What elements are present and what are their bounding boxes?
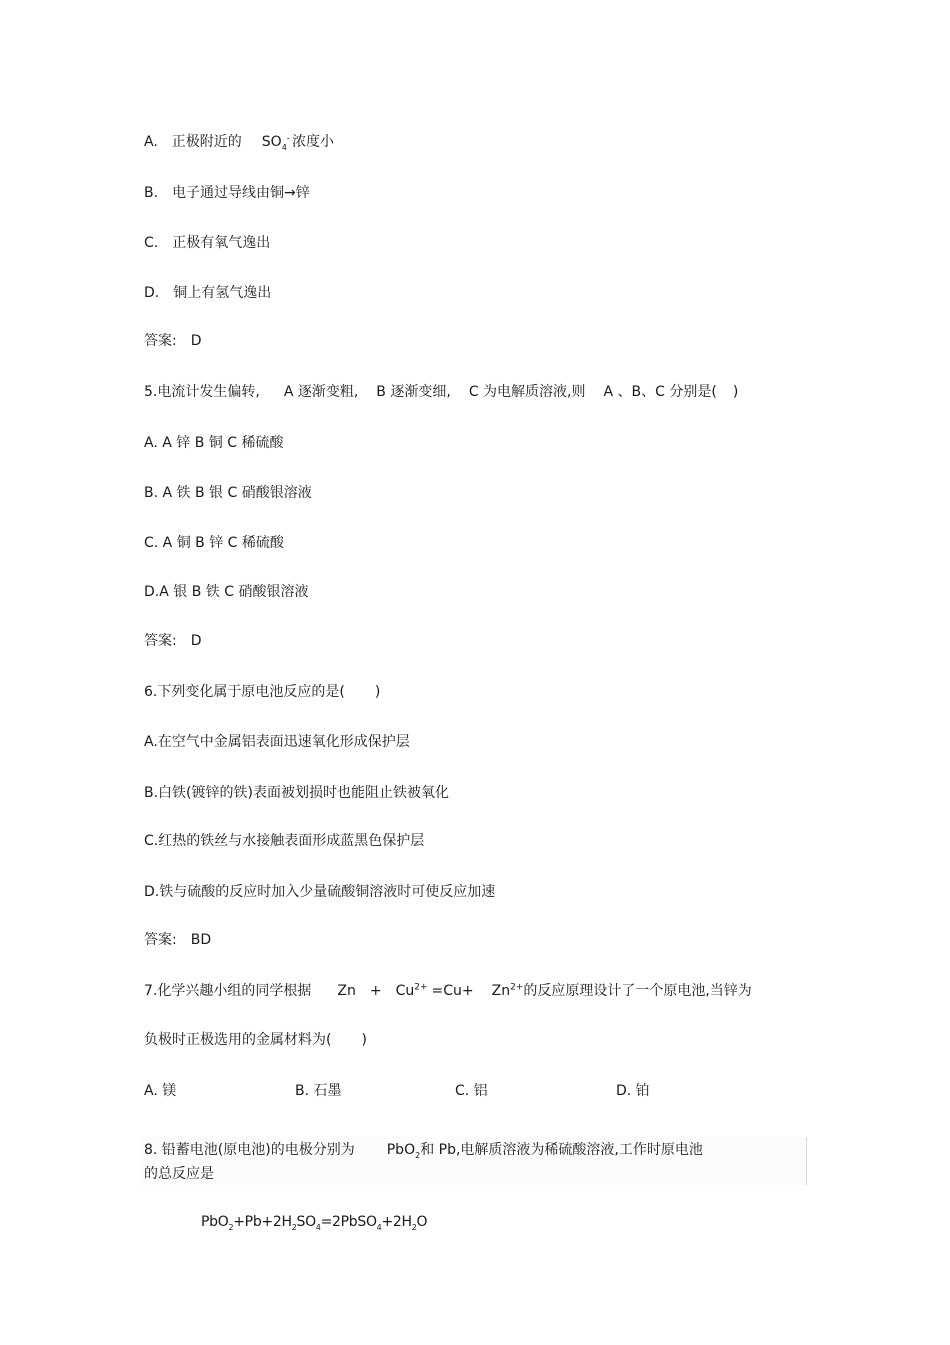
q6-answer <box>144 931 211 949</box>
q4-option-d <box>144 284 271 302</box>
q7-option-b: B. 石墨 <box>295 1083 342 1099</box>
q7-stem-part: 7.化学兴趣小组的同学根据 <box>144 983 312 999</box>
option-text: 电子通过导线由铜→锌 <box>172 185 310 201</box>
answer-label: 答案: <box>144 333 177 349</box>
q7-stem-line1 <box>144 982 752 1000</box>
charge-2plus: 2+ <box>414 982 428 993</box>
q5-stem-part: B 逐渐变细, <box>376 384 451 400</box>
q5-stem-part: ) <box>732 384 739 400</box>
q4-answer <box>144 332 202 350</box>
answer-value: BD <box>190 932 212 948</box>
eq-subscript: 2 <box>291 1222 297 1232</box>
q5-answer <box>144 632 202 650</box>
q7-stem-part: 的反应原理设计了一个原电池,当锌为 <box>523 983 752 999</box>
plus-sign: + <box>369 983 382 999</box>
formula-subscript: 4 <box>281 142 287 152</box>
q5-stem-part: A 逐渐变粗, <box>283 384 359 400</box>
formula-subscript: 2 <box>415 1150 421 1160</box>
option-text: 铜上有氢气逸出 <box>173 285 272 301</box>
option-text: 正极附近的 <box>171 134 242 150</box>
eq-part: PbO <box>201 1214 229 1230</box>
answer-value: D <box>190 633 202 649</box>
q7-stem-line2 <box>144 1031 367 1049</box>
formula-zn: Zn <box>491 983 511 999</box>
q6-stem <box>144 683 380 701</box>
charge-2plus: 2+ <box>510 982 524 993</box>
option-label: A. <box>144 134 158 150</box>
formula-charge: - <box>286 133 291 144</box>
q6-stem-end: ) <box>374 684 381 700</box>
q6-option-c: C.红热的铁丝与水接触表面形成蓝黑色保护层 <box>144 833 425 849</box>
q8-text-block <box>140 1137 807 1185</box>
q5-option-a: A. A 锌 B 铜 C 稀硫酸 <box>144 435 284 451</box>
q5-stem <box>144 383 738 401</box>
option-label: C. <box>144 235 159 251</box>
q8-stem-part: 和 Pb,电解质溶液为稀硫酸溶液,工作时原电池 <box>420 1142 703 1158</box>
eq-part: +2H <box>381 1214 412 1230</box>
q7-stem-part: =Cu+ <box>431 983 474 999</box>
q7-stem-part: 负极时正极选用的金属材料为( <box>144 1032 332 1048</box>
eq-part: +Pb+2H <box>233 1214 292 1230</box>
q5-option-b: B. A 铁 B 银 C 硝酸银溶液 <box>144 485 312 501</box>
q5-option-d: D.A 银 B 铁 C 硝酸银溶液 <box>144 584 309 600</box>
q6-option-a: A.在空气中金属铝表面迅速氧化形成保护层 <box>144 734 410 750</box>
q8-stem-line2: 的总反应是 <box>144 1166 214 1182</box>
answer-value: D <box>190 333 202 349</box>
eq-subscript: 2 <box>411 1222 417 1232</box>
q8-stem-part: 8. 铅蓄电池(原电池)的电极分别为 <box>144 1142 355 1158</box>
option-label: D. <box>144 285 160 301</box>
q5-stem-part: 5.电流计发生偏转, <box>144 384 260 400</box>
q8-stem-line1 <box>144 1141 703 1159</box>
answer-label: 答案: <box>144 633 177 649</box>
formula-cu: Cu <box>395 983 415 999</box>
eq-part: O <box>416 1214 428 1230</box>
eq-part: SO <box>296 1214 316 1230</box>
q4-option-c <box>144 234 270 252</box>
option-text: 正极有氧气逸出 <box>172 235 271 251</box>
option-text-end: 浓度小 <box>292 134 335 150</box>
q7-option-c: C. 铝 <box>455 1083 488 1099</box>
eq-subscript: 2 <box>228 1222 234 1232</box>
q6-stem-text: 6.下列变化属于原电池反应的是( <box>144 684 345 700</box>
formula-pbo2: PbO <box>386 1142 416 1158</box>
total-reaction-equation <box>201 1213 427 1231</box>
option-label: B. <box>144 185 159 201</box>
q7-stem-end: ) <box>361 1032 367 1048</box>
q5-stem-part: A 、B、C 分别是( <box>603 384 717 400</box>
q5-option-c: C. A 铜 B 锌 C 稀硫酸 <box>144 535 284 551</box>
q6-option-b: B.白铁(镀锌的铁)表面被划损时也能阻止铁被氧化 <box>144 785 449 801</box>
q6-option-d: D.铁与硫酸的反应时加入少量硫酸铜溶液时可使反应加速 <box>144 884 496 900</box>
q7-option-a: A. 镁 <box>144 1083 177 1099</box>
q7-option-d: D. 铂 <box>616 1083 650 1099</box>
eq-subscript: 4 <box>376 1222 382 1232</box>
q4-option-b <box>144 184 310 202</box>
eq-subscript: 4 <box>315 1222 321 1232</box>
q4-option-a <box>144 133 334 151</box>
formula-so4: SO <box>261 134 282 150</box>
q5-stem-part: C 为电解质溶液,则 <box>468 384 586 400</box>
formula-zn: Zn <box>337 983 356 999</box>
eq-part: =2PbSO <box>320 1214 377 1230</box>
answer-label: 答案: <box>144 932 177 948</box>
